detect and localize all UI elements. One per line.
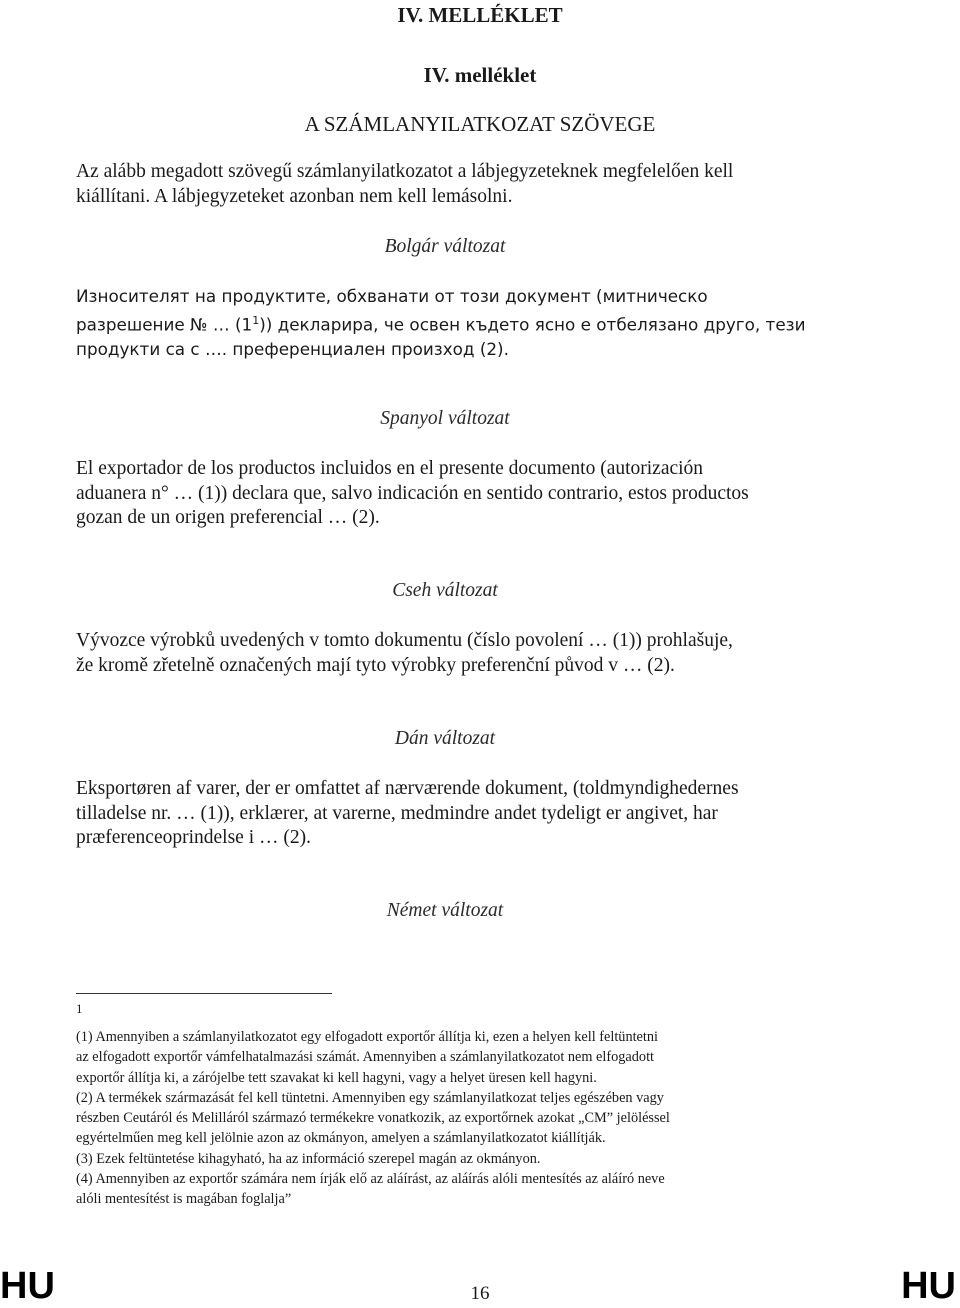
section-text-danish xyxy=(76,777,816,851)
text-fragment: разрешение № … (1 xyxy=(76,314,253,335)
intro-paragraph xyxy=(76,160,816,209)
text-line: že kromě zřetelně označených mají tyto výrobky preferenční původ v … (2). xyxy=(76,654,675,676)
text-line: aduanera n° … (1)) declara que, salvo indicación en sentido contrario, estos productos xyxy=(76,482,749,504)
footnote-ref: 1 xyxy=(252,313,260,327)
text-line: Eksportøren af varer, der er omfattet af nærværende dokument, (toldmyndighedernes xyxy=(76,778,739,799)
footnote-line: (4) Amennyiben az exportőr számára nem írják elő az aláírást, az aláírás alóli mentesítés az aláíró neve xyxy=(76,1171,665,1188)
footnote-line: (2) A termékek származását fel kell tüntetni. Amennyiben egy számlanyilatkozat teljes egészében vagy xyxy=(76,1089,664,1106)
language-code-left: HU xyxy=(0,1265,55,1307)
text-line: gozan de un origen preferencial … (2). xyxy=(76,507,380,528)
text-line: Износителят на продуктите, обхванати от този документ (митническо xyxy=(76,286,708,306)
language-code-right: HU xyxy=(901,1265,956,1307)
footnote-separator xyxy=(76,993,332,994)
footnotes-block xyxy=(76,1027,818,1210)
footnote-line: részben Ceutáról és Melilláról származó termékekre vonatkozik, az exportőrnek azokat „CM” jelöléssel xyxy=(76,1110,670,1127)
text-line: продукти са с …. преференциален произход (2). xyxy=(76,338,509,359)
section-title-danish: Dán változat xyxy=(394,728,496,749)
text-line: El exportador de los productos incluidos en el presente documento (autorización xyxy=(76,458,704,479)
section-text-bulgarian xyxy=(76,284,816,361)
text-line: tilladelse nr. … (1)), erklærer, at varerne, medmindre andet tydeligt er angivet, har xyxy=(76,802,718,824)
intro-line: kiállítani. A lábjegyzeteket azonban nem kell lemásolni. xyxy=(76,185,513,207)
footnote-line: exportőr állítja ki, a zárójelbe tett szavakat ki kell hagyni, vagy a helyet üresen kell hagyni. xyxy=(76,1069,597,1086)
annex-title: IV. MELLÉKLET xyxy=(397,3,563,27)
footnote-marker: 1 xyxy=(76,1001,83,1016)
text-line: Vývozce výrobků uvedených v tomto dokumentu (číslo povolení … (1)) prohlašuje, xyxy=(76,630,733,651)
footnote-line: alóli mentesítést is magában foglalja” xyxy=(76,1191,292,1208)
text-line xyxy=(76,309,816,337)
intro-line: Az alább megadott szövegű számlanyilatkozatot a lábjegyzeteknek megfelelően kell xyxy=(76,161,734,182)
text-fragment: )) декларира, че освен където ясно е отбелязано друго, тези xyxy=(259,314,806,335)
section-title-czech: Cseh változat xyxy=(392,580,498,601)
footnote-line: egyértelműen meg kell jelölnie azon az okmányon, amelyen a számlanyilatkozatot kiállítják. xyxy=(76,1130,606,1147)
footnote-line: az elfogadott exportőr vámfelhatalmazási számát. Amennyiben a számlanyilatkozatot nem elfogadott xyxy=(76,1049,655,1066)
footnote-line: (1) Amennyiben a számlanyilatkozatot egy elfogadott exportőr állítja ki, ezen a helyen kell feltüntetni xyxy=(76,1029,658,1045)
section-text-spanish xyxy=(76,457,816,531)
section-title-spanish: Spanyol változat xyxy=(380,408,510,429)
section-text-czech xyxy=(76,629,816,678)
page-title: A SZÁMLANYILATKOZAT SZÖVEGE xyxy=(304,112,656,136)
page-number: 16 xyxy=(470,1283,490,1304)
section-title-german: Német változat xyxy=(386,900,504,921)
annex-subtitle: IV. melléklet xyxy=(423,63,537,87)
section-title-bulgarian: Bolgár változat xyxy=(384,236,506,257)
text-line: præferenceoprindelse i … (2). xyxy=(76,827,311,848)
footnote-line: (3) Ezek feltüntetése kihagyható, ha az információ szerepel magán az okmányon. xyxy=(76,1150,541,1167)
